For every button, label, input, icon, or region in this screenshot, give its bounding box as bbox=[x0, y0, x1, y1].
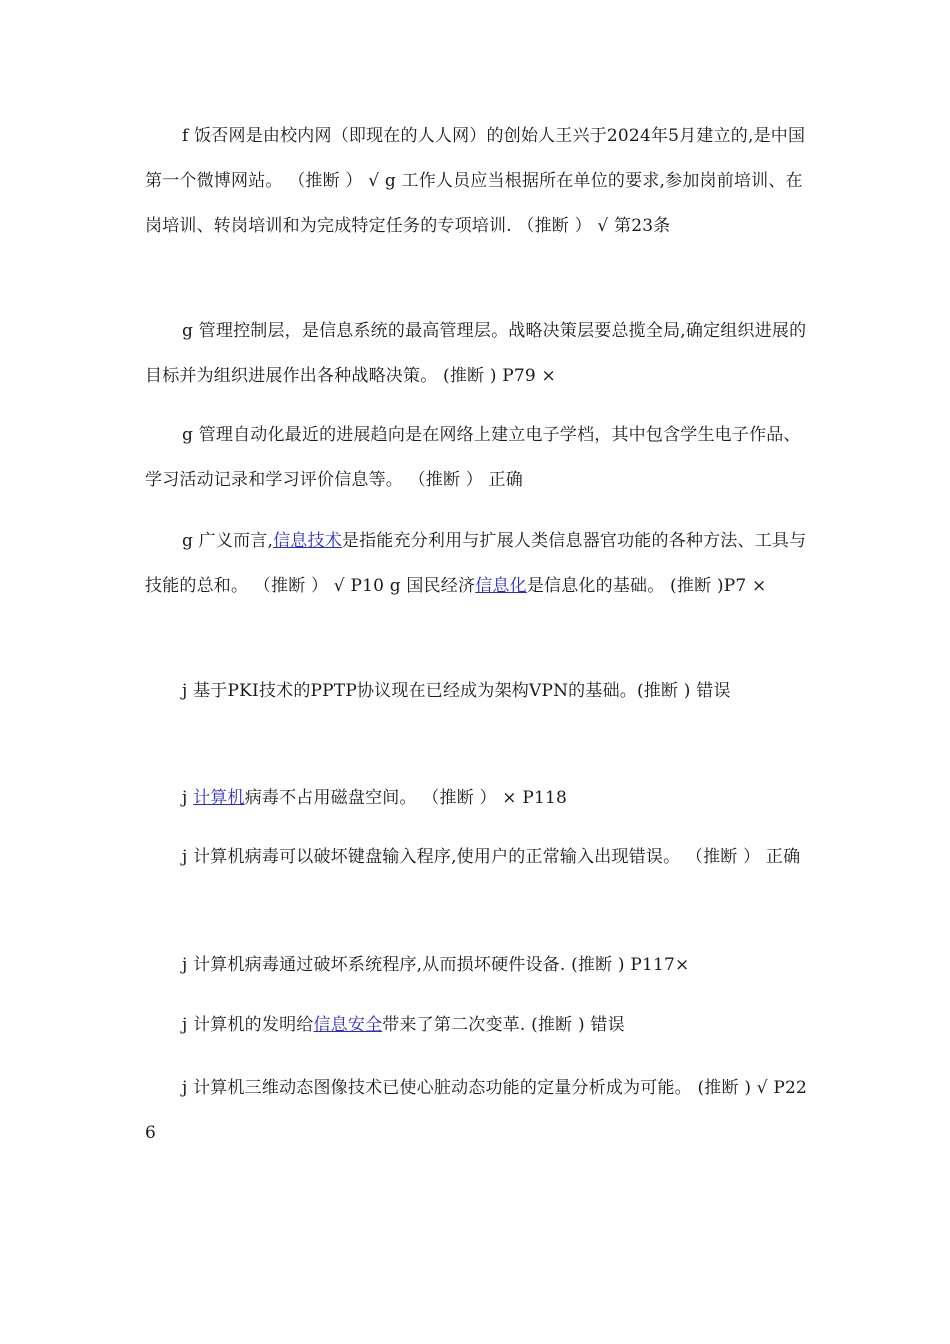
link-computer[interactable]: 计算机 bbox=[193, 788, 245, 808]
paragraph-4-text-c: 是信息化的基础。 (推断 )P7 × bbox=[526, 576, 767, 596]
paragraph-7-text: j 计算机病毒可以破坏键盘输入程序,使用户的正常输入出现错误。 （推断 ） 正确 bbox=[182, 847, 801, 867]
paragraph-8-text: j 计算机病毒通过破坏系统程序,从而损坏硬件设备. (推断 ) P117× bbox=[182, 955, 690, 975]
paragraph-10 bbox=[145, 1066, 817, 1156]
paragraph-5-text: j 基于PKI技术的PPTP协议现在已经成为架构VPN的基础。(推断 ) 错误 bbox=[182, 681, 731, 701]
paragraph-4 bbox=[145, 519, 817, 609]
paragraph-9-text-a: j 计算机的发明给 bbox=[182, 1015, 314, 1035]
paragraph-3-text: g 管理自动化最近的进展趋向是在网络上建立电子学档，其中包含学生电子作品、学习活动记录和学习评价信息等。 （推断 ） 正确 bbox=[145, 425, 801, 490]
paragraph-6-text-a: j bbox=[182, 788, 194, 808]
paragraph-9 bbox=[145, 1003, 817, 1048]
paragraph-4-text-b: 是指能充分利用与扩展人类信息器官功能的各种方法、工具与技能的总和。 （推断 ） √ P10 g 国民经济 bbox=[145, 531, 807, 596]
paragraph-2 bbox=[145, 309, 817, 399]
paragraph-8 bbox=[145, 943, 817, 988]
paragraph-1 bbox=[145, 114, 817, 249]
paragraph-3 bbox=[145, 413, 817, 503]
paragraph-7 bbox=[145, 835, 817, 880]
paragraph-6-text-b: 病毒不占用磁盘空间。 （推断 ） × P118 bbox=[244, 788, 568, 808]
link-information-technology[interactable]: 信息技术 bbox=[273, 531, 342, 551]
paragraph-5 bbox=[145, 669, 817, 714]
link-information-security[interactable]: 信息安全 bbox=[313, 1015, 383, 1035]
paragraph-1-text: f 饭否网是由校内网（即现在的人人网）的创始人王兴于2024年5月建立的,是中国第一个微博网站。 （推断 ） √ g 工作人员应当根据所在单位的要求,参加岗前培训、在岗培训、转岗培训和为完成特定任务的专项培训. （推断 ） √ 第23条 bbox=[145, 126, 806, 236]
paragraph-4-text-a: g 广义而言, bbox=[182, 531, 274, 551]
link-informatization[interactable]: 信息化 bbox=[475, 576, 527, 596]
paragraph-9-text-b: 带来了第二次变革. (推断 ) 错误 bbox=[382, 1015, 625, 1035]
paragraph-6 bbox=[145, 776, 817, 821]
paragraph-10-text: j 计算机三维动态图像技术已使心脏动态功能的定量分析成为可能。 (推断 ) √ P226 bbox=[145, 1078, 808, 1143]
paragraph-2-text: g 管理控制层，是信息系统的最高管理层。战略决策层要总揽全局,确定组织进展的目标并为组织进展作出各种战略决策。 (推断 ) P79 × bbox=[145, 321, 807, 386]
